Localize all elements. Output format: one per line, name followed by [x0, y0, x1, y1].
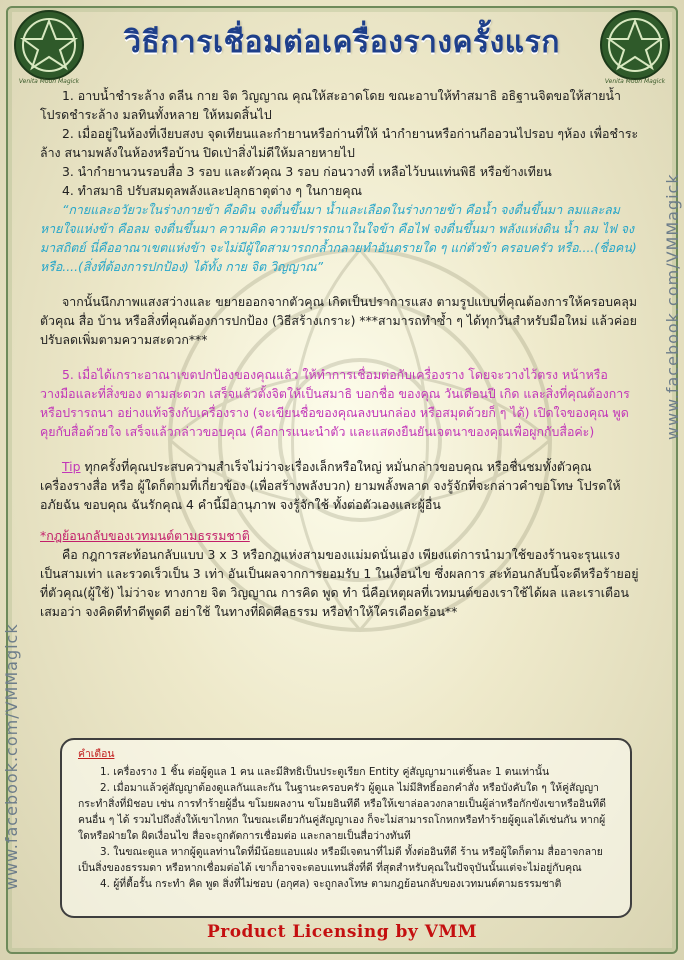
page-title: วิธีการเชื่อมต่อเครื่องรางครั้งแรก [124, 24, 560, 60]
side-watermark-left: www.facebook.com/VMMagick [2, 623, 21, 890]
warning-item-1: 1. เครื่องราง 1 ชิ้น ต่อผู้ดูแล 1 คน และมีสิทธิเป็นประตูเรียก Entity คู่สัญญามาแต่ชิ้นละ 1 ตนเท่านั้น [100, 766, 550, 778]
karma-text: คือ กฎการสะท้อนกลับแบบ 3 x 3 หรือกฎแห่งสามของแม่มดนั่นเอง เพียงแต่การนำมาใช้ของร้านจะรุนแรงเป็นสามเท่า และรวดเร็วเป็น 3 เท่า อันเป็นผลจากการยอมรับ 1 ในเงื่อนไข ซึ่งผลการ สะท้อนกลับนี้จะดีหรือร้ายอยู่ที่ตัวคุณ(ผู้ใช้) ไม่ว่าจะ ทางกาย จิต วิญญาณ การคิด พูด ทำ นี่คือเหตุผลที่เวทมนต์ของเราใช้ได้ผล และเราเตือนเสมอว่า จงคิดดีทำดีพูดดี อย่าใช้ ในทางที่ผิดศีลธรรม หรือทำให้ใครเดือดร้อน** [40, 547, 639, 619]
pentacle-logo-icon [12, 8, 86, 82]
warning-item-2: 2. เมื่อมาแล้วคู่สัญญาต้องดูแลกันและกัน ในฐานะครอบครัว ผู้ดูแล ไม่มีสิทธิ์ออกคำสั่ง หรือบังคับใด ๆ ให้คู่สัญญากระทำสิ่งที่มิชอบ เช่น การทำร้ายผู้อื่น ขโมยผลงาน ขโมยอินทีดี หรือให้เขาล่อลวงกลายเป็นผู้ล่าหรือกักขังเขาหรืออินทีดีคนอื่น ๆ ได้ รวมไปถึงสั่งให้เขาไกหก ในขณะเดียวกันคู่สัญญาเอง ก็จะไม่สามารถโกหกหรือทำร้ายผู้ดูแลได้เช่นกัน หากผู้ใดหรือฝ่ายใด ผิดเงื่อนไข สื่อจะถูกตัดการเชื่อมต่อ และกลายเป็นสื่อว่างทันที [78, 782, 606, 842]
step-3: 3. นำกำยานวนรอบสื่อ 3 รอบ และตัวคุณ 3 รอบ ก่อนวางที่ เหลือไว้บนแท่นพิธี หรือข้างเทียน [62, 164, 552, 179]
step-4: 4. ทำสมาธิ ปรับสมดุลพลังและปลุกธาตุต่าง ๆ ในกายคุณ [62, 183, 363, 198]
step-5: 5. เมื่อได้เกราะอาณาเขตปกป้องของคุณแล้ว ให้ทำการเชื่อมต่อกับเครื่องราง โดยจะวางไว้ตรง หน้าหรือวางมือและที่สิ่งของ ตามสะดวก เสร็จแล้วตั้งจิตให้เป็นสมาธิ บอกชื่อ ของคุณ วันเดือนปี เกิด และสิ่งที่คุณต้องการ หรือปรารถนา อย่างแท้จริงกับเครื่องราง (จะเขียนชื่อของคุณลงบนกล่อง หรือสมุดด้วยก็ ๆ ได้) เปิดใจของคุณ พูดคุยกับสื่อด้วยใจ เสร็จแล้วกล่าวขอบคุณ (คือการแนะนำตัว และแสดงยืนยันเจตนาของคุณเพื่อผูกกับสื่อค่ะ) [40, 367, 630, 439]
warning-item-3: 3. ในขณะดูแล หากผู้ดูแลท่านใดที่มีน้อยแอบแฝง หรือมีเจตนาที่ไม่ดี ทั้งต่ออินทีดี ร้าน หรือผู้ใดก็ตาม สื่ออาจกลายเป็นสิ่งของธรรมดา หรือหากเชื่อมต่อได้ เขาก็อาจจะตอบแทนสิ่งที่ดี ที่สุดสำหรับคุณในปัจจุบันนั้นแต่จะไม่อยู่กับคุณ [78, 846, 603, 874]
warning-title: คำเตือน [78, 748, 115, 760]
tip-label: Tip [62, 459, 81, 474]
step-2: 2. เมื่ออยู่ในห้องที่เงียบสงบ จุดเทียนและกำยานหรือก่านที่ให้ นำกำยานหรือก่านกีออวนไปรอบ ๆห้อง เพื่อชำระล้าง สนามพลังในห้องหรือบ้าน ปิดเป่าสิ่งไม่ดีให้มลายหายไป [40, 126, 639, 160]
pentacle-logo-icon [598, 8, 672, 82]
logo-caption-left: Venita Moon Magick [18, 78, 80, 85]
step-1: 1. อาบน้ำชำระล้าง ดลีน กาย จิต วิญญาณ คุณให้สะอาดโดย ขณะอาบให้ทำสมาธิ อธิฐานจิตขอให้สายน้ำโปรดชำระล้าง มลทินทั้งหลาย ให้หมดสิ้นไป [40, 88, 621, 122]
footer-licensing: Product Licensing by VMM [206, 922, 478, 942]
logo-caption-right: Venita Moon Magick [604, 78, 666, 85]
warning-item-4: 4. ผู้ที่ตื้อรั้น กระทำ คิด พูด สิ่งที่ไม่ชอบ (อกุศล) จะถูกลงโทษ ตามกฎย้อนกลับของเวทมนต์ตามธรรมชาติ [100, 878, 562, 890]
title-banner [95, 16, 589, 68]
side-watermark-right: www.facebook.com/VMMagick [663, 173, 682, 440]
warning-box [60, 738, 632, 918]
instructions-body [40, 86, 640, 621]
visualize-paragraph: จากนั้นนึกภาพแสงสว่างและ ขยายออกจากตัวคุณ เกิดเป็นปราการแสง ตามรูปแบบที่คุณต้องการให้ครอบคลุมตัวคุณ สื่อ บ้าน หรือสิ่งที่คุณต้องการปกป้อง (วิธีสร้างเกราะ) ***สามารถทำซ้ำ ๆ ได้ทุกวันสำหรับมือใหม่ แล้วค่อยปรับลดเพิ่มตามความสะดวก*** [40, 294, 638, 347]
tip-paragraph [40, 457, 640, 514]
karma-heading: *กฎย้อนกลับของเวทมนต์ตามธรรมชาติ [40, 528, 250, 543]
chant-text: “กายและอวัยวะในร่างกายข้า คือดิน จงตื่นขึ้นมา น้ำและเลือดในร่างกายข้า คือน้ำ จงตื่นขึ้นมา ลมและลมหายใจแห่งข้า คือลม จงตื่นขึ้นมา ความคิด ความปรารถนาในใจข้า คือไฟ จงตื่นขึ้นมา พลังแห่งดิน น้ำ ลม ไฟ จงมาสถิตย์ นี่คืออาณาเขตแห่งข้า จะไม่มีผู้ใดสามารถกล้ำกลายทำอันตรายใด ๆ แก่ตัวข้า ครอบครัว หรือ....(ชื่อคน) หรือ....(สิ่งที่ต้องการปกป้อง) ได้ทั้ง กาย จิต วิญญาณ” [40, 202, 637, 274]
tip-text: ทุกครั้งที่คุณประสบความสำเร็จไม่ว่าจะเรื่องเล็กหรือใหญ่ หมั่นกล่าวขอบคุณ หรือชื่นชมทั้งตัวคุณ เครื่องรางสื่อ หรือ ผู้ใดก็ตามที่เกี่ยวข้อง (เพื่อสร้างพลังบวก) ยามพลั้งพลาด จงรู้จักที่จะกล่าวคำขอโทษ โปรดให้อภัยฉัน ขอบคุณ ฉันรักคุณ 4 คำนี้มีอานุภาพ จงรู้จักใช้ ทั้งต่อตัวเองและผู้อื่น [40, 459, 621, 512]
